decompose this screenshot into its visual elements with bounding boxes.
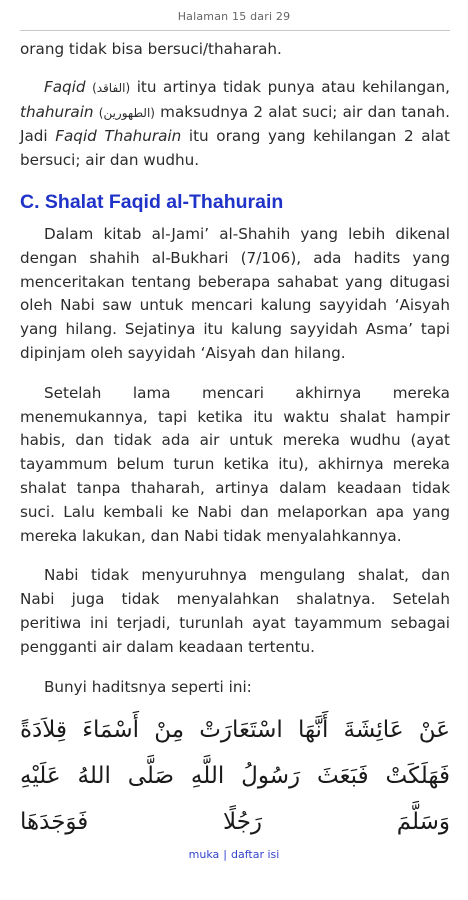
term-thahurain: thahurain bbox=[20, 102, 94, 121]
paragraph-definition bbox=[20, 76, 450, 173]
definition-text-2: maksudnya 2 alat suci; air dan tanah. Jadi bbox=[20, 102, 450, 146]
arabic-term-thahurain: (الطهورين) bbox=[98, 105, 155, 120]
home-link[interactable]: muka bbox=[188, 848, 220, 861]
term-faqid-thahurain: Faqid Thahurain bbox=[55, 127, 182, 146]
paragraph-story-continued: Setelah lama mencari akhirnya mereka menemukannya, tapi ketika itu waktu shalat hampir habis, dan tidak ada air untuk mereka wudhu (ayat tayammum belum turun ketika itu), akhirnya mereka shalat tanpa thaharah, artinya dalam keadaan tidak suci. Lalu kembali ke Nabi dan melaporkan apa yang mereka lakukan, dan Nabi tidak menyalahkannya. bbox=[20, 383, 450, 545]
header-divider bbox=[20, 30, 450, 31]
paragraph-story-intro: Dalam kitab al-Jami’ al-Shahih yang lebih dikenal dengan shahih al-Bukhari (7/106), ada hadits yang menceritakan tentang beberapa sahabat yang ditugasi oleh Nabi saw untuk mencari kalung sayyidah ‘Aisyah yang hilang. Sejatinya itu kalung sayyidah Asma’ tapi dipinjam oleh sayyidah ‘Aisyah dan hilang. bbox=[20, 224, 450, 362]
page-indicator: Halaman 15 dari 29 bbox=[177, 10, 291, 23]
definition-text-1: itu artinya tidak punya atau kehilangan, bbox=[130, 77, 450, 96]
paragraph-continuation: orang tidak bisa bersuci/thaharah. bbox=[20, 40, 282, 58]
section-heading: C. Shalat Faqid al-Thahurain bbox=[20, 190, 284, 213]
table-of-contents-link[interactable]: daftar isi bbox=[231, 848, 280, 861]
hadith-arabic-text: عَنْ عَائِشَةَ أَنَّهَا اسْتَعَارَتْ مِنْ أَسْمَاءَ قِلاَدَةً فَهَلَكَتْ فَبَعَثَ رَسُولُ اللَّهِ صَلَّى اللهُ عَلَيْهِ وَسَلَّمَ رَجُلًا فَوَجَدَهَا bbox=[20, 717, 450, 836]
arabic-term-faqid: (الفاقد) bbox=[92, 80, 131, 95]
term-faqid: Faqid bbox=[44, 77, 86, 96]
paragraph-story-conclusion: Nabi tidak menyuruhnya mengulang shalat, dan Nabi juga tidak menyalahkan shalatnya. Setelah peritiwa ini terjadi, turunlah ayat tayammum sebagai pengganti air dalam keadaan tertentu. bbox=[20, 566, 450, 656]
footer-nav bbox=[0, 848, 468, 861]
page-content bbox=[20, 38, 450, 845]
footer-separator: | bbox=[223, 848, 227, 861]
definition-text-3: itu orang yang kehilangan 2 alat bersuci; air dan wudhu. bbox=[20, 127, 450, 170]
paragraph-hadith-intro: Bunyi haditsnya seperti ini: bbox=[44, 677, 252, 696]
